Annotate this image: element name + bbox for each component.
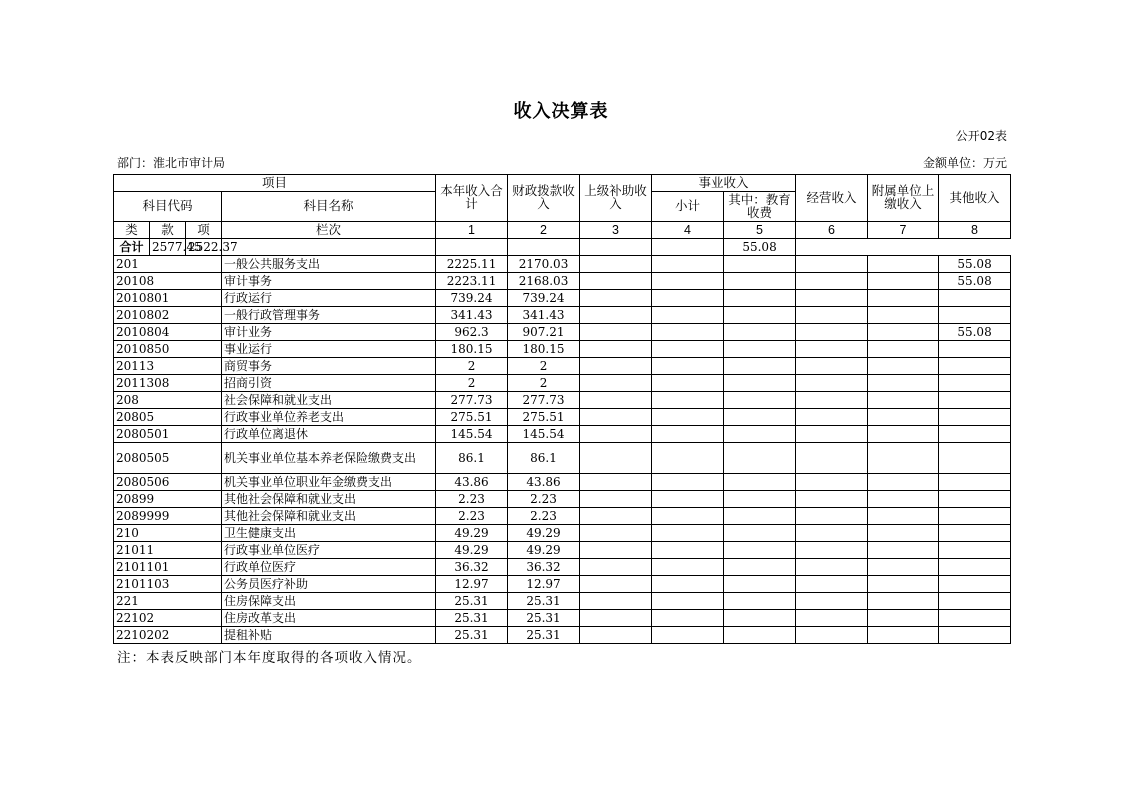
unit-label: 金额单位：万元	[922, 156, 1007, 170]
operating-cell	[796, 324, 868, 341]
fiscal-cell: 2	[508, 358, 580, 375]
table-row	[114, 610, 1011, 627]
edu-cell	[724, 627, 796, 644]
subtotal-cell	[652, 375, 724, 392]
operating-cell	[796, 508, 868, 525]
header-total-income: 本年收入合计	[436, 175, 508, 222]
subtotal-cell	[652, 491, 724, 508]
affiliated-cell	[868, 358, 939, 375]
operating-cell	[796, 443, 868, 474]
table-row	[114, 508, 1011, 525]
edu-cell	[724, 542, 796, 559]
other-cell	[939, 474, 1011, 491]
edu-cell	[724, 358, 796, 375]
superior-cell	[580, 392, 652, 409]
subtotal-cell	[652, 341, 724, 358]
edu-cell	[724, 375, 796, 392]
fiscal-cell: 180.15	[508, 341, 580, 358]
subtotal-cell	[652, 324, 724, 341]
table-row	[114, 290, 1011, 307]
subtotal-cell	[652, 542, 724, 559]
total-cell: 2225.11	[436, 256, 508, 273]
subject-name-cell: 一般行政管理事务	[222, 307, 436, 324]
col-num-6: 6	[796, 222, 868, 239]
affiliated-cell	[868, 341, 939, 358]
form-number: 公开02表	[955, 129, 1007, 143]
edu-cell	[724, 491, 796, 508]
superior-cell	[580, 256, 652, 273]
subtotal-cell	[652, 593, 724, 610]
superior-cell	[580, 375, 652, 392]
total-cell: 2577.45	[150, 239, 186, 256]
fiscal-cell: 43.86	[508, 474, 580, 491]
subtotal-cell	[652, 576, 724, 593]
table-row	[114, 307, 1011, 324]
affiliated-cell	[868, 508, 939, 525]
superior-cell	[580, 474, 652, 491]
operating-cell	[796, 256, 868, 273]
table-row	[114, 627, 1011, 644]
subject-code-cell: 221	[114, 593, 222, 610]
fiscal-cell: 2522.37	[186, 239, 222, 256]
other-cell	[939, 392, 1011, 409]
superior-cell	[580, 341, 652, 358]
subject-code-cell: 2080505	[114, 443, 222, 474]
col-num-1: 1	[436, 222, 508, 239]
table-row	[114, 474, 1011, 491]
subject-name-cell: 住房保障支出	[222, 593, 436, 610]
table-row	[114, 525, 1011, 542]
subject-name-cell: 公务员医疗补助	[222, 576, 436, 593]
edu-cell	[724, 256, 796, 273]
subject-name-cell: 审计事务	[222, 273, 436, 290]
subject-name-cell: 行政单位离退休	[222, 426, 436, 443]
operating-cell	[796, 474, 868, 491]
total-cell: 12.97	[436, 576, 508, 593]
subject-code-cell: 21011	[114, 542, 222, 559]
edu-cell	[724, 307, 796, 324]
total-cell: 2.23	[436, 491, 508, 508]
subject-name-cell: 行政事业单位医疗	[222, 542, 436, 559]
table-row	[114, 324, 1011, 341]
header-subject-code: 科目代码	[114, 192, 222, 222]
edu-cell	[724, 474, 796, 491]
affiliated-cell	[868, 392, 939, 409]
footnote: 注：本表反映部门本年度取得的各项收入情况。	[117, 650, 422, 666]
edu-cell	[724, 508, 796, 525]
fiscal-cell: 341.43	[508, 307, 580, 324]
subtotal-cell	[652, 610, 724, 627]
subject-code-cell: 2010801	[114, 290, 222, 307]
subject-code-cell: 2010804	[114, 324, 222, 341]
table-row	[114, 542, 1011, 559]
total-cell: 739.24	[436, 290, 508, 307]
table-row	[114, 426, 1011, 443]
superior-cell	[580, 508, 652, 525]
subject-code-cell: 2101103	[114, 576, 222, 593]
superior-cell	[580, 443, 652, 474]
other-cell	[939, 559, 1011, 576]
edu-cell	[508, 239, 580, 256]
subtotal-cell	[652, 307, 724, 324]
subtotal-cell	[652, 409, 724, 426]
table-row	[114, 341, 1011, 358]
fiscal-cell: 145.54	[508, 426, 580, 443]
edu-cell	[724, 610, 796, 627]
table-row	[114, 256, 1011, 273]
col-num-4: 4	[652, 222, 724, 239]
fiscal-cell: 2168.03	[508, 273, 580, 290]
subject-code-cell: 2080506	[114, 474, 222, 491]
table-row	[114, 409, 1011, 426]
affiliated-cell	[868, 273, 939, 290]
other-cell	[939, 627, 1011, 644]
subtotal-cell	[652, 443, 724, 474]
other-cell: 55.08	[939, 256, 1011, 273]
subject-name-cell: 其他社会保障和就业支出	[222, 508, 436, 525]
col-num-8: 8	[939, 222, 1011, 239]
superior-cell	[580, 409, 652, 426]
subject-name-cell: 住房改革支出	[222, 610, 436, 627]
other-cell	[939, 593, 1011, 610]
subject-code-cell: 208	[114, 392, 222, 409]
subject-name-cell: 机关事业单位职业年金缴费支出	[222, 474, 436, 491]
other-cell: 55.08	[939, 273, 1011, 290]
affiliated-cell	[868, 593, 939, 610]
col-num-3: 3	[580, 222, 652, 239]
other-cell: 55.08	[724, 239, 796, 256]
subject-code-cell: 2010850	[114, 341, 222, 358]
subject-code-cell: 2010802	[114, 307, 222, 324]
affiliated-cell	[868, 409, 939, 426]
superior-cell	[580, 610, 652, 627]
subject-name-cell: 招商引资	[222, 375, 436, 392]
subject-name-cell: 社会保障和就业支出	[222, 392, 436, 409]
total-cell: 49.29	[436, 542, 508, 559]
other-cell	[939, 542, 1011, 559]
other-cell	[939, 508, 1011, 525]
other-cell	[939, 426, 1011, 443]
affiliated-cell	[868, 491, 939, 508]
total-cell: 36.32	[436, 559, 508, 576]
superior-cell	[580, 324, 652, 341]
header-lanci: 栏次	[222, 222, 436, 239]
operating-cell	[796, 576, 868, 593]
table-header	[114, 175, 1011, 239]
subtotal-cell	[652, 426, 724, 443]
subject-name-cell: 提租补贴	[222, 627, 436, 644]
superior-cell	[580, 593, 652, 610]
subject-code-cell: 20108	[114, 273, 222, 290]
affiliated-cell	[868, 525, 939, 542]
superior-cell	[580, 542, 652, 559]
subject-name-cell: 行政单位医疗	[222, 559, 436, 576]
edu-cell	[724, 593, 796, 610]
header-affiliated: 附属单位上缴收入	[868, 175, 939, 222]
superior-cell	[580, 426, 652, 443]
total-cell: 145.54	[436, 426, 508, 443]
subject-name-cell: 机关事业单位基本养老保险缴费支出	[222, 443, 436, 474]
fiscal-cell: 49.29	[508, 525, 580, 542]
superior-cell	[580, 358, 652, 375]
table-row	[114, 576, 1011, 593]
edu-cell	[724, 341, 796, 358]
fiscal-cell: 12.97	[508, 576, 580, 593]
table-row	[114, 273, 1011, 290]
fiscal-cell: 25.31	[508, 610, 580, 627]
total-cell: 180.15	[436, 341, 508, 358]
subject-code-cell: 20113	[114, 358, 222, 375]
operating-cell	[580, 239, 652, 256]
total-cell: 2.23	[436, 508, 508, 525]
affiliated-cell	[868, 307, 939, 324]
operating-cell	[796, 426, 868, 443]
other-cell	[939, 307, 1011, 324]
total-cell: 277.73	[436, 392, 508, 409]
superior-cell	[222, 239, 436, 256]
subject-name-cell: 审计业务	[222, 324, 436, 341]
affiliated-cell	[868, 443, 939, 474]
edu-cell	[724, 576, 796, 593]
subtotal-cell	[652, 508, 724, 525]
affiliated-cell	[868, 559, 939, 576]
other-cell	[939, 358, 1011, 375]
other-cell: 55.08	[939, 324, 1011, 341]
fiscal-cell: 277.73	[508, 392, 580, 409]
fiscal-cell: 25.31	[508, 627, 580, 644]
header-subtotal: 小计	[652, 192, 724, 222]
total-cell: 86.1	[436, 443, 508, 474]
operating-cell	[796, 491, 868, 508]
income-table	[113, 174, 1011, 644]
affiliated-cell	[868, 627, 939, 644]
total-cell: 25.31	[436, 593, 508, 610]
subtotal-cell	[436, 239, 508, 256]
affiliated-cell	[868, 610, 939, 627]
table-row	[114, 358, 1011, 375]
superior-cell	[580, 273, 652, 290]
total-cell: 341.43	[436, 307, 508, 324]
subtotal-cell	[652, 256, 724, 273]
other-cell	[939, 610, 1011, 627]
other-cell	[939, 525, 1011, 542]
subject-name-cell: 事业运行	[222, 341, 436, 358]
table-row	[114, 559, 1011, 576]
operating-cell	[796, 392, 868, 409]
table-body	[114, 239, 1011, 644]
total-cell: 43.86	[436, 474, 508, 491]
other-cell	[939, 375, 1011, 392]
header-kuan: 款	[150, 222, 186, 239]
header-superior: 上级补助收入	[580, 175, 652, 222]
operating-cell	[796, 409, 868, 426]
edu-cell	[724, 409, 796, 426]
other-cell	[939, 576, 1011, 593]
edu-cell	[724, 443, 796, 474]
fiscal-cell: 739.24	[508, 290, 580, 307]
operating-cell	[796, 610, 868, 627]
subtotal-cell	[652, 392, 724, 409]
edu-cell	[724, 426, 796, 443]
superior-cell	[580, 491, 652, 508]
subject-code-cell: 2101101	[114, 559, 222, 576]
total-cell: 49.29	[436, 525, 508, 542]
subject-code-cell: 2089999	[114, 508, 222, 525]
subject-code-cell: 210	[114, 525, 222, 542]
fiscal-cell: 275.51	[508, 409, 580, 426]
subtotal-cell	[652, 358, 724, 375]
affiliated-cell	[868, 290, 939, 307]
affiliated-cell	[868, 375, 939, 392]
operating-cell	[796, 290, 868, 307]
header-lei: 类	[114, 222, 150, 239]
operating-cell	[796, 307, 868, 324]
table-row	[114, 491, 1011, 508]
affiliated-cell	[868, 576, 939, 593]
edu-cell	[724, 290, 796, 307]
header-career: 事业收入	[652, 175, 796, 192]
subject-name-cell: 合计	[114, 239, 150, 256]
subtotal-cell	[652, 273, 724, 290]
header-fiscal: 财政拨款收入	[508, 175, 580, 222]
operating-cell	[796, 542, 868, 559]
fiscal-cell: 36.32	[508, 559, 580, 576]
superior-cell	[580, 559, 652, 576]
edu-cell	[724, 525, 796, 542]
superior-cell	[580, 525, 652, 542]
subject-code-cell: 22102	[114, 610, 222, 627]
other-cell	[939, 290, 1011, 307]
subtotal-cell	[652, 627, 724, 644]
subject-code-cell: 20899	[114, 491, 222, 508]
superior-cell	[580, 307, 652, 324]
subject-name-cell: 行政事业单位养老支出	[222, 409, 436, 426]
fiscal-cell: 49.29	[508, 542, 580, 559]
header-xiang: 项	[186, 222, 222, 239]
subject-code-cell: 2011308	[114, 375, 222, 392]
fiscal-cell: 2170.03	[508, 256, 580, 273]
edu-cell	[724, 324, 796, 341]
operating-cell	[796, 627, 868, 644]
operating-cell	[796, 593, 868, 610]
header-operating: 经营收入	[796, 175, 868, 222]
other-cell	[939, 409, 1011, 426]
operating-cell	[796, 273, 868, 290]
header-item: 项目	[114, 175, 436, 192]
total-cell: 2	[436, 358, 508, 375]
subtotal-cell	[652, 290, 724, 307]
subject-code-cell: 20805	[114, 409, 222, 426]
table-row	[114, 375, 1011, 392]
operating-cell	[796, 559, 868, 576]
subtotal-cell	[652, 559, 724, 576]
subject-name-cell: 一般公共服务支出	[222, 256, 436, 273]
affiliated-cell	[868, 542, 939, 559]
subject-code-cell: 201	[114, 256, 222, 273]
superior-cell	[580, 627, 652, 644]
fiscal-cell: 25.31	[508, 593, 580, 610]
operating-cell	[796, 358, 868, 375]
total-cell: 2223.11	[436, 273, 508, 290]
table-row	[114, 443, 1011, 474]
col-num-5: 5	[724, 222, 796, 239]
superior-cell	[580, 576, 652, 593]
fiscal-cell: 907.21	[508, 324, 580, 341]
table-row	[114, 593, 1011, 610]
other-cell	[939, 443, 1011, 474]
fiscal-cell: 2.23	[508, 508, 580, 525]
subtotal-cell	[652, 525, 724, 542]
edu-cell	[724, 559, 796, 576]
col-num-7: 7	[868, 222, 939, 239]
subtotal-cell	[652, 474, 724, 491]
header-edu: 其中：教育收费	[724, 192, 796, 222]
table-row-total	[114, 239, 1011, 256]
other-cell	[939, 341, 1011, 358]
subject-name-cell: 卫生健康支出	[222, 525, 436, 542]
affiliated-cell	[868, 474, 939, 491]
superior-cell	[580, 290, 652, 307]
other-cell	[939, 491, 1011, 508]
operating-cell	[796, 341, 868, 358]
affiliated-cell	[652, 239, 724, 256]
header-subject-name: 科目名称	[222, 192, 436, 222]
fiscal-cell: 2.23	[508, 491, 580, 508]
total-cell: 25.31	[436, 627, 508, 644]
total-cell: 275.51	[436, 409, 508, 426]
col-num-2: 2	[508, 222, 580, 239]
subject-name-cell: 其他社会保障和就业支出	[222, 491, 436, 508]
subject-code-cell: 2080501	[114, 426, 222, 443]
affiliated-cell	[868, 426, 939, 443]
edu-cell	[724, 273, 796, 290]
operating-cell	[796, 525, 868, 542]
edu-cell	[724, 392, 796, 409]
department-label: 部门：淮北市审计局	[117, 156, 226, 170]
subject-name-cell: 行政运行	[222, 290, 436, 307]
affiliated-cell	[868, 324, 939, 341]
fiscal-cell: 2	[508, 375, 580, 392]
page-title: 收入决算表	[513, 101, 609, 122]
affiliated-cell	[868, 256, 939, 273]
table-row	[114, 392, 1011, 409]
header-other: 其他收入	[939, 175, 1011, 222]
subject-code-cell: 2210202	[114, 627, 222, 644]
fiscal-cell: 86.1	[508, 443, 580, 474]
operating-cell	[796, 375, 868, 392]
total-cell: 25.31	[436, 610, 508, 627]
total-cell: 962.3	[436, 324, 508, 341]
total-cell: 2	[436, 375, 508, 392]
subject-name-cell: 商贸事务	[222, 358, 436, 375]
